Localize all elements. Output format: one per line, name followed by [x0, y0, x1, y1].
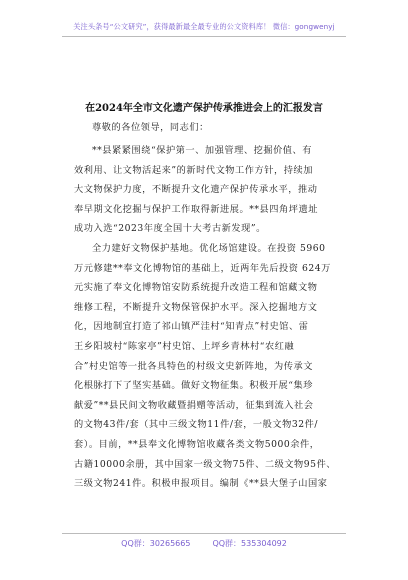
- paragraph-line: 王乡阳坡村“陈家亭”村史馆、上坪乡青林村“农红融: [74, 340, 295, 352]
- footer-contact: [0, 538, 408, 549]
- paragraph-line: 献爱”**县民间文物收藏暨捐赠等活动，征集到流入社会: [74, 399, 314, 411]
- paragraph-line: 全力建好文物保护基地。优化场馆建设。在投资 5960: [92, 243, 326, 254]
- paragraph-line: 古籍10000余册，其中国家一级文物75件、二级文物95件、: [74, 458, 337, 470]
- footer-divider: [62, 533, 346, 534]
- paragraph-line: 效利用、让文物活起来”的新时代文物工作方针，持续加: [74, 164, 313, 176]
- paragraph-1: [74, 141, 346, 239]
- paragraph-line: **县紧紧围绕“保护第一、加强管理、挖掘价值、有: [92, 145, 313, 156]
- paragraph-line: 奉早期文化挖掘与保护工作取得新进展。**县四角坪遗址: [74, 203, 318, 215]
- header-promo-note: 关注头条号“公文研究”，获得最新最全最专业的公文资料库！ 微信：gongwenyj: [73, 22, 335, 31]
- qq-group-1: QQ群：30265665: [121, 539, 191, 548]
- paragraph-line: 维修工程，不断提升文物保管保护水平。深入挖掘地方文: [74, 301, 318, 313]
- paragraph-line: 化，因地制宜打造了祁山镇严洼村“知青点”村史馆、雷: [74, 321, 309, 333]
- paragraph-line: 三级文物241件。积极申报项目。编制《**县大堡子山国家: [74, 478, 328, 490]
- paragraph-line: 合”村史馆等一批各具特色的村级文史新阵地，为传承文: [74, 360, 313, 372]
- paragraph-line: 成功入选“2023年度全国十大考古新发现”。: [74, 223, 266, 235]
- paragraph-line: 大文物保护力度，不断提升文化遗产保护传承水平，推动: [74, 184, 318, 196]
- paragraph-line: 万元修建**奉文化博物馆的基础上，近两年先后投资 624万: [74, 262, 331, 274]
- paragraph-line: 的文物43件/套（其中三级文物11件/套，一般文物32件/: [74, 419, 319, 431]
- paragraph-2: [74, 239, 346, 494]
- header-divider: [62, 36, 346, 37]
- qq-group-2: QQ群：535304092: [212, 539, 287, 548]
- document-title: 在2024年全市文化遗产保护传承推进会上的汇报发言: [85, 103, 323, 114]
- paragraph-line: 化根脉打下了坚实基础。做好文物征集。积极开展“集珍: [74, 380, 313, 392]
- paragraph-line: 套）。目前，**县奉文化博物馆收藏各类文物5000余件，: [74, 438, 320, 450]
- paragraph-line: 元实施了奉文化博物馆安防系统提升改造工程和馆藏文物: [74, 282, 318, 294]
- greeting-line: 尊敬的各位领导，同志们：: [92, 122, 209, 133]
